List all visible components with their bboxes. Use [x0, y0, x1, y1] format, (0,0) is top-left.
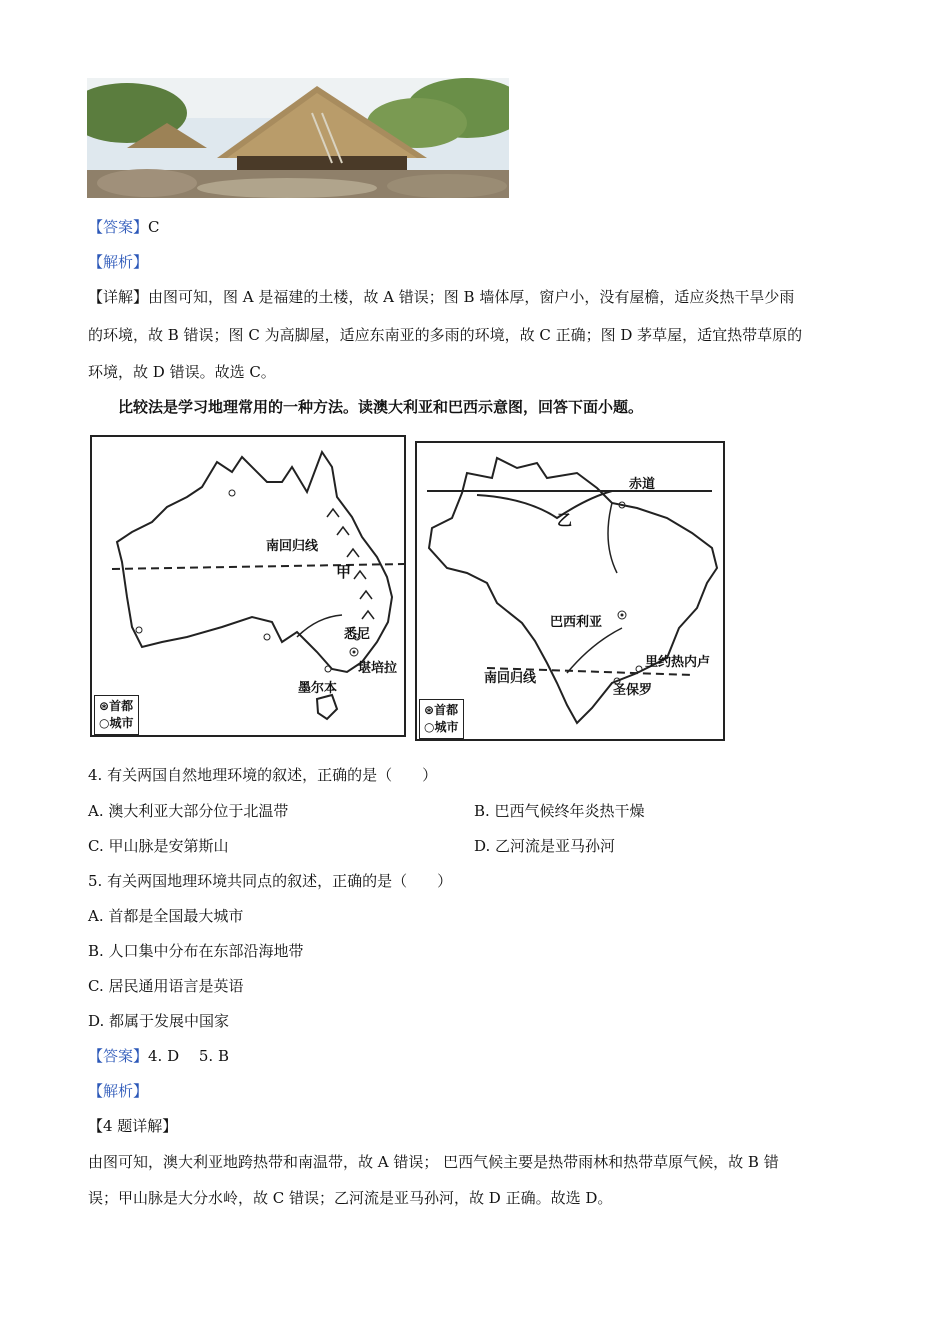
q5-option-a: A. 首都是全国最大城市 [88, 907, 244, 925]
q4-option-d: D. 乙河流是亚马孙河 [474, 837, 616, 855]
city-canberra: 堪培拉 [358, 661, 398, 676]
q45-answer [88, 1045, 229, 1066]
q1-detail-line-2: 的环境，故 B 错误；图 C 为高脚屋，适应东南亚的多雨的环境，故 C 正确；图 D 茅草屋，适宜热带草原的 [88, 326, 803, 344]
q4-option-a: A. 澳大利亚大部分位于北温带 [88, 802, 289, 820]
q5-option-b: B. 人口集中分布在东部沿海地带 [88, 942, 304, 960]
equator-label: 赤道 [629, 477, 656, 492]
city-rio: 里约热内卢 [645, 655, 711, 670]
aus-legend: ⊛首都 ○城市 [94, 695, 139, 735]
city-melbourne: 墨尔本 [298, 681, 338, 696]
intro-text: 比较法是学习地理常用的一种方法。读澳大利亚和巴西示意图，回答下面小题。 [118, 398, 644, 416]
river-yi-label: 乙 [557, 511, 573, 529]
city-icon: ○ [99, 716, 110, 730]
capital-icon: ⊛ [424, 703, 435, 717]
q4-detail-line-2: 误；甲山脉是大分水岭，故 C 错误；乙河流是亚马孙河，故 D 正确。故选 D。 [88, 1189, 613, 1207]
capital-brasilia: 巴西利亚 [550, 615, 603, 630]
q4-detail-tag: 【4 题详解】 [88, 1117, 178, 1135]
q5-stem: 5. 有关两国地理环境共同点的叙述，正确的是（ ） [88, 872, 453, 890]
q4-stem: 4. 有关两国自然地理环境的叙述，正确的是（ ） [88, 766, 438, 784]
city-sao-paulo: 圣保罗 [613, 683, 653, 698]
capital-icon: ⊛ [99, 699, 110, 713]
q1-analysis-tag: 【解析】 [88, 253, 149, 271]
answer-value: C [148, 218, 160, 236]
city-sydney: 悉尼 [344, 627, 371, 642]
q4-option-b: B. 巴西气候终年炎热干燥 [474, 802, 645, 820]
aus-tropic-label: 南回归线 [266, 539, 319, 554]
brazil-legend: ⊛首都 ○城市 [419, 699, 464, 739]
answer-tag: 【答案】 [88, 218, 149, 236]
brazil-tropic-label: 南回归线 [484, 671, 537, 686]
q45-analysis-tag: 【解析】 [88, 1082, 149, 1100]
range-jia-label: 甲 [336, 563, 352, 581]
q4-option-c: C. 甲山脉是安第斯山 [88, 837, 229, 855]
thatched-hut-photo [87, 78, 509, 198]
detail-text: 由图可知，图 A 是福建的土楼，故 A 错误；图 B 墙体厚，窗户小，没有屋檐，适应炎热干旱少雨 [148, 288, 795, 306]
q5-option-c: C. 居民通用语言是英语 [88, 977, 244, 995]
q1-detail-line-1 [88, 286, 794, 307]
q1-detail-line-3: 环境，故 D 错误。故选 C。 [88, 363, 276, 381]
q1-answer [88, 216, 160, 237]
answer-tag: 【答案】 [88, 1047, 149, 1065]
detail-tag: 【详解】 [88, 288, 149, 306]
brazil-map [415, 441, 725, 741]
australia-map [90, 435, 406, 737]
q5-option-d: D. 都属于发展中国家 [88, 1012, 230, 1030]
answer-value: 4. D 5. B [148, 1047, 229, 1065]
q4-detail-line-1: 由图可知，澳大利亚地跨热带和南温带，故 A 错误； 巴西气候主要是热带雨林和热带草原气候，故 B 错 [88, 1153, 779, 1171]
city-icon: ○ [424, 720, 435, 734]
